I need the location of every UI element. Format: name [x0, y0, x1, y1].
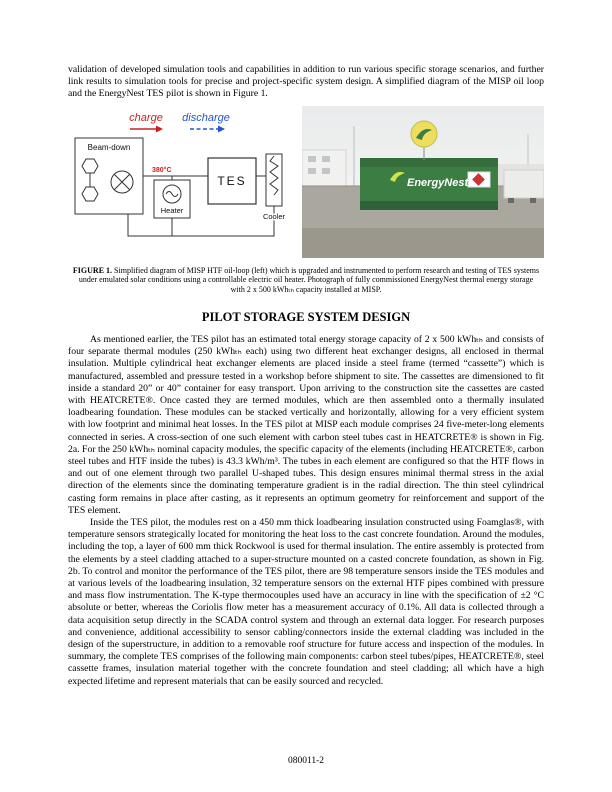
cooler-label: Cooler — [262, 211, 286, 221]
heater-box — [154, 180, 190, 218]
red-sign — [468, 172, 490, 187]
oil-loop-diagram-svg — [68, 106, 296, 258]
section-heading: PILOT STORAGE SYSTEM DESIGN — [201, 310, 411, 324]
tes-box — [208, 158, 256, 204]
beam-down-box — [75, 138, 143, 214]
figure-1 — [68, 106, 544, 258]
discharge-arrow — [190, 125, 225, 132]
oil-loop-diagram — [68, 106, 296, 258]
tes-photo-svg — [302, 106, 544, 258]
figure-caption-label: FIGURE 1. — [72, 265, 113, 275]
temperature-label: 380°C — [152, 166, 172, 174]
charge-arrow — [130, 125, 163, 132]
discharge-label: discharge — [182, 111, 230, 124]
figure-caption — [68, 266, 544, 295]
tes-label: TES — [217, 173, 247, 188]
white-trailer — [504, 170, 544, 203]
pilot-design-paragraph-1: As mentioned earlier, the TES pilot has an estimated total energy storage capacity of 2 x 500 kWhₜₕ and consists of four separate thermal modules (250 kWhₜₕ each) using two different heat exchanger designs, all enclosed in thermal insulation. Multiple cylindrical heat exchanger elements are placed inside a steel frame (termed “cassette”) which is manufactured, assembled and pressure tested in a workshop before shipment to site. The cassettes are dimensioned to fit inside a standard 20” or 40” container for easy transport. Upon arriving to the construction site the cassettes are casted with HEATCRETE®. Once casted they are termed modules, which are then assembled onto a thermally insulated loadbearing foundation. These modules can be stacked vertically and horizontally, allowing for a very efficient system with low footprint and minimal heat losses. In the TES pilot at MISP each module comprises 24 five-meter-long elements connected in series. A cross-section of one such element with carbon steel tubes cast in HEATCRETE® is shown in Fig. 2a. For the 250 kWhₜₕ nominal capacity modules, the specific capacity of the elements (including HEATCRETE®, carbon steel tubes and HTF inside the tubes) is 43.3 kWh/m³. The tubes in each element are configured so that the HTF flows in and out of one element through two parallel U-shaped tubes. This design ensures minimal thermal stress in the axial direction of the elements since the dominating temperature gradient is in the radial direction. The thin steel cylindrical casting form remains in place after casting, as it represents an optimum geometry for reinforcement and support of the TES element. — [68, 334, 544, 516]
intro-paragraph: validation of developed simulation tools and capabilities in addition to run various specific storage scenarios, and further link results to simulation tools for precise and project-specific system design. A simplified diagram of the MISP oil loop and the EnergyNest TES pilot is shown in Figure 1. — [68, 64, 544, 100]
charge-label: charge — [129, 111, 163, 124]
pilot-design-paragraph-2: Inside the TES pilot, the modules rest on a 450 mm thick loadbearing insulation constructed using Foamglas®, with temperature sensors strategically located for monitoring the heat loss to the cast concrete foundation. Around the modules, including the top, a layer of 600 mm thick Rockwool is used for thermal insulation. The entire assembly is protected from the elements by a steel cladding attached to a super-structure mounted on a casted concrete foundation, as shown in Fig. 2b. To control and monitor the performance of the TES pilot, there are 98 temperature sensors inside the TES modules and at various levels of the loadbearing insulation, 32 temperature sensors on the external HTF pipes combined with pressure and mass flow instrumentation. The K-type thermocouples used have an accuracy in line with the specification of ±2 °C absolute or better, whereas the Coriolis flow meter has a measurement accuracy of 0.1%. All data is collected through a data acquisition setup directly in the SCADA control system and through an external data logger. For research purposes and convenience, additional accessibility to sensor cabling/connectors inside the external cladding was included in the design of the superstructure, in addition to a removable roof structure for future access and inspection of the modules. In summary, the complete TES comprises of the following main components: carbon steel tubes/pipes, HEATCRETE®, steel cassette frames, insulation material together with the concrete foundation and steel cladding; all which have a high expected lifetime and represent materials that can be easily sourced and recycled. — [68, 517, 544, 687]
page-number: 080011-2 — [287, 756, 325, 766]
tes-photo — [302, 106, 544, 258]
foreground-gravel — [302, 228, 544, 258]
energynest-logo-text: EnergyNest — [407, 176, 469, 189]
heater-label: Heater — [160, 205, 184, 215]
figure-caption-text: Simplified diagram of MISP HTF oil-loop (left) which is upgraded and instrumented to perform research and testing of TES systems under emulated solar conditions using a controllable electric oil heater. Photograph of fully commissioned EnergyNest thermal energy storage with 2 x 500 kWhₜₕ capacity installed at MISP. — [78, 265, 540, 295]
beam-down-label: Beam-down — [87, 142, 131, 152]
